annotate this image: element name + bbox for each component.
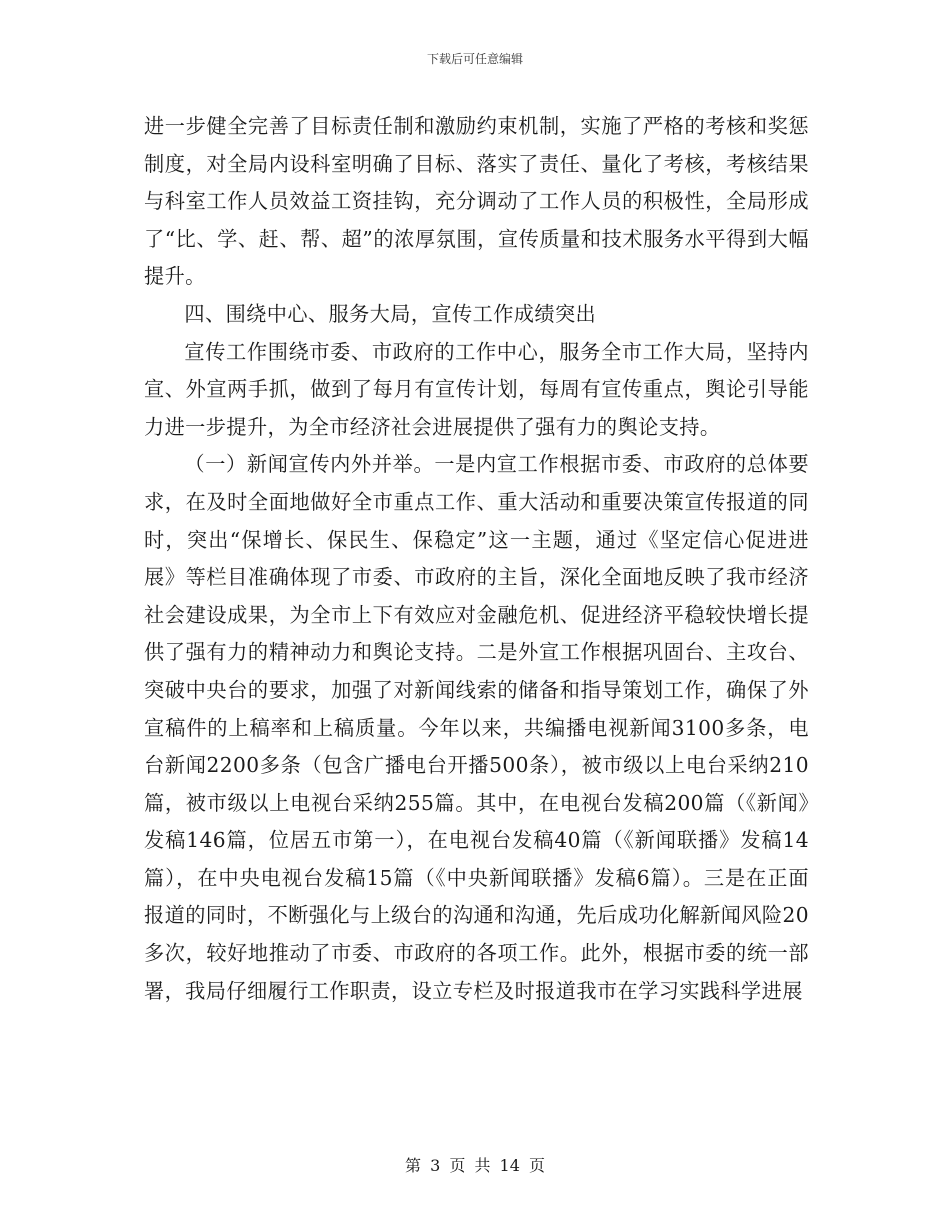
paragraph-continuation: 进一步健全完善了目标责任制和激励约束机制，实施了严格的考核和奖惩制度，对全局内设科室明确了目标、落实了责任、量化了考核，考核结果与科室工作人员效益工资挂钩，充分调动了工作人员的积极性，全局形成了“比、学、赶、帮、超”的浓厚氛围，宣传质量和技术服务水平得到大幅提升。 xyxy=(144,114,809,289)
page-footer: 第 3 页 共 14 页 xyxy=(405,1156,545,1175)
document-body xyxy=(144,108,809,1010)
page-header: 下载后可任意编辑 xyxy=(426,52,523,66)
paragraph-intro: 宣传工作围绕市委、市政府的工作中心，服务全市工作大局，坚持内宣、外宣两手抓，做到了每月有宣传计划，每周有宣传重点，舆论引导能力进一步提升，为全市经济社会进展提供了强有力的舆论支持。 xyxy=(144,339,809,439)
paragraph-news-publicity: （一）新闻宣传内外并举。一是内宣工作根据市委、市政府的总体要求，在及时全面地做好全市重点工作、重大活动和重要决策宣传报道的同时，突出“保增长、保民生、保稳定”这一主题，通过《坚定信心促进进展》等栏目准确体现了市委、市政府的主旨，深化全面地反映了我市经济社会建设成果，为全市上下有效应对金融危机、促进经济平稳较快增长提供了强有力的精神动力和舆论支持。二是外宣工作根据巩固台、主攻台、突破中央台的要求，加强了对新闻线索的储备和指导策划工作，确保了外宣稿件的上稿率和上稿质量。今年以来，共编播电视新闻3100多条，电台新闻2200多条（包含广播电台开播500条），被市级以上电台采纳210篇，被市级以上电视台采纳255篇。其中，在电视台发稿200篇（《新闻》发稿146篇，位居五市第一），在电视台发稿40篇（《新闻联播》发稿14篇），在中央电视台发稿15篇（《中央新闻联播》发稿6篇）。三是在正面报道的同时，不断强化与上级台的沟通和沟通，先后成功化解新闻风险20多次，较好地推动了市委、市政府的各项工作。此外，根据市委的统一部署，我局仔细履行工作职责，设立专栏及时报道我市在学习实践科学进展 xyxy=(144,452,809,1003)
section-heading: 四、围绕中心、服务大局，宣传工作成绩突出 xyxy=(184,301,597,326)
